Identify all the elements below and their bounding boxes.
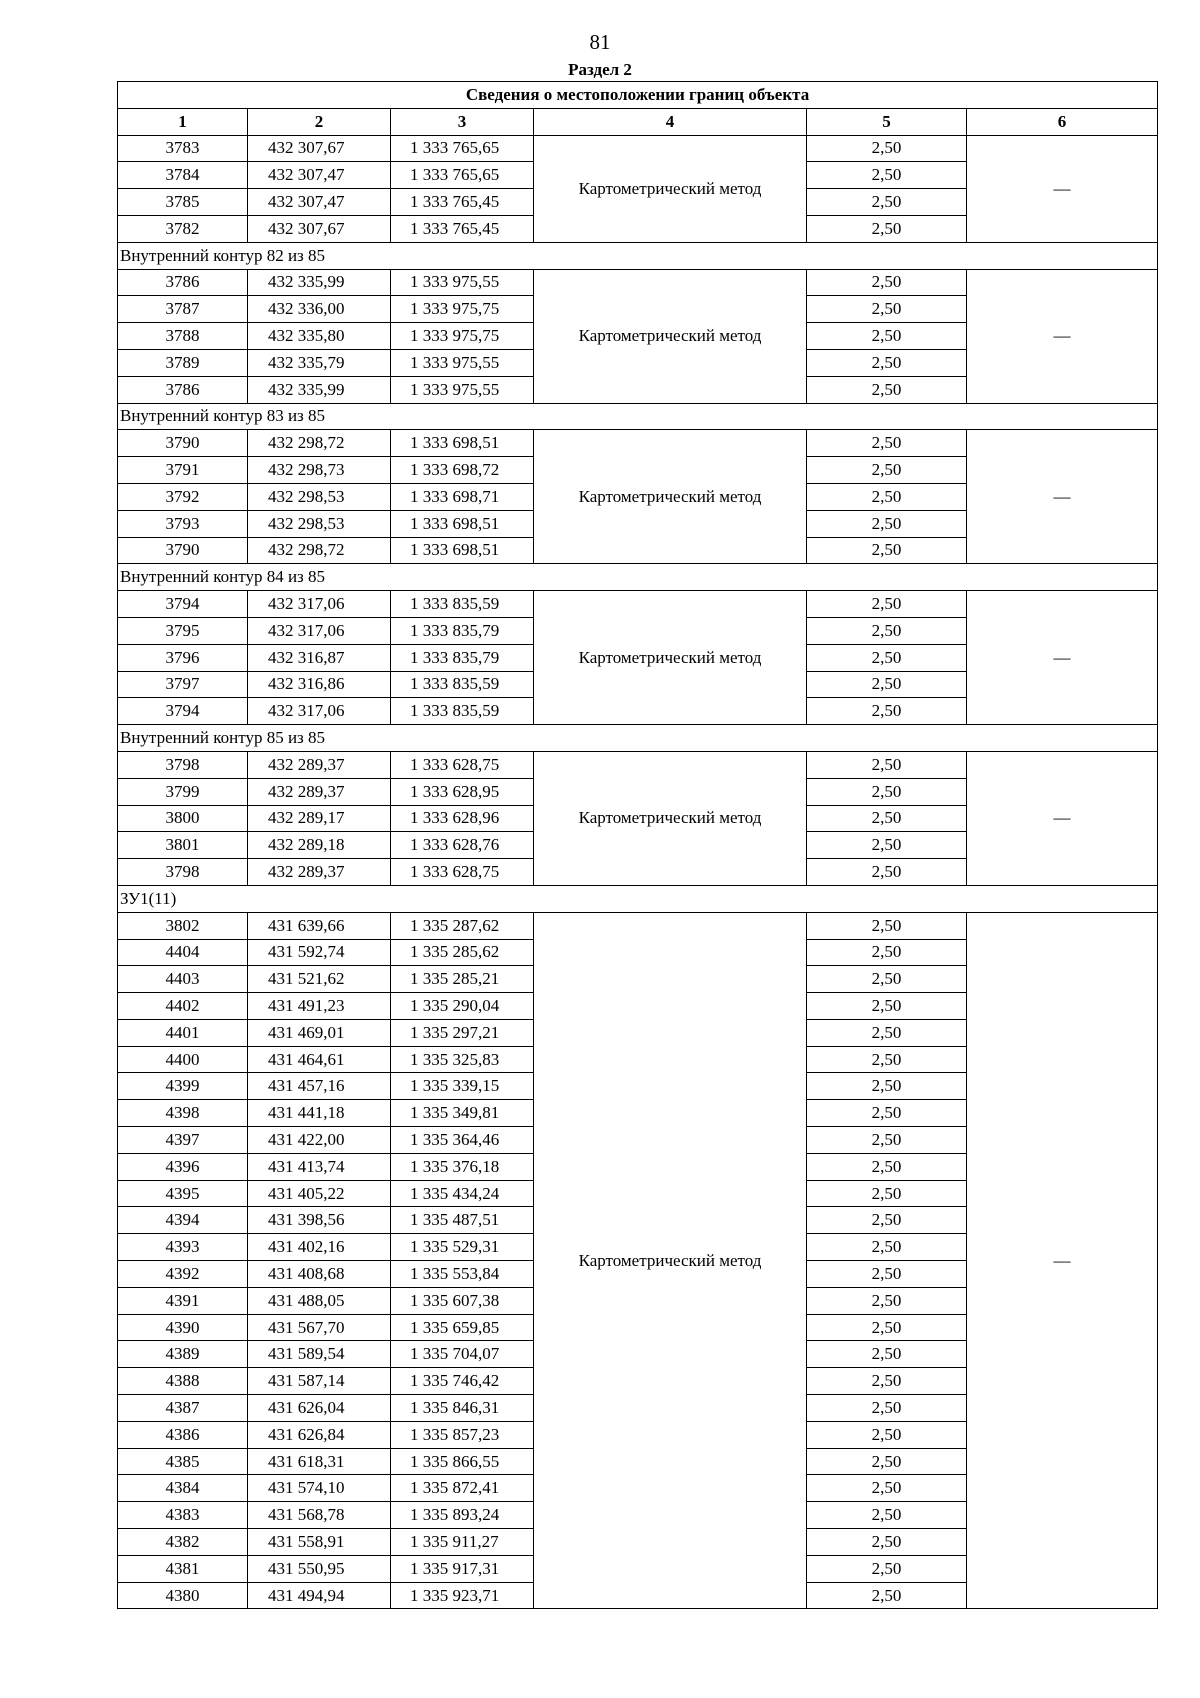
point-number-cell: 4401 <box>118 1019 248 1046</box>
accuracy-cell: 2,50 <box>807 671 967 698</box>
x-coordinate-cell: 432 335,99 <box>248 269 391 296</box>
point-number-cell: 4393 <box>118 1234 248 1261</box>
x-coordinate-cell: 432 317,06 <box>248 617 391 644</box>
boundary-table <box>117 81 1158 1609</box>
point-number-cell: 4386 <box>118 1421 248 1448</box>
x-coordinate-cell: 432 335,99 <box>248 376 391 403</box>
point-number-cell: 4398 <box>118 1100 248 1127</box>
section-title: Раздел 2 <box>568 60 632 79</box>
method-cell: Картометрический метод <box>534 591 807 725</box>
accuracy-cell: 2,50 <box>807 912 967 939</box>
accuracy-cell: 2,50 <box>807 591 967 618</box>
y-coordinate-cell: 1 335 746,42 <box>391 1368 534 1395</box>
column-6-cell: — <box>967 269 1158 403</box>
accuracy-cell: 2,50 <box>807 1421 967 1448</box>
x-coordinate-cell: 431 574,10 <box>248 1475 391 1502</box>
x-coordinate-cell: 431 618,31 <box>248 1448 391 1475</box>
accuracy-cell: 2,50 <box>807 1555 967 1582</box>
column-6-cell: — <box>967 912 1158 1609</box>
point-number-cell: 4384 <box>118 1475 248 1502</box>
y-coordinate-cell: 1 335 529,31 <box>391 1234 534 1261</box>
accuracy-cell: 2,50 <box>807 1100 967 1127</box>
y-coordinate-cell: 1 335 297,21 <box>391 1019 534 1046</box>
x-coordinate-cell: 432 289,17 <box>248 805 391 832</box>
point-number-cell: 4400 <box>118 1046 248 1073</box>
group-label-row <box>118 403 1158 430</box>
x-coordinate-cell: 431 413,74 <box>248 1153 391 1180</box>
column-header-2: 2 <box>248 108 391 135</box>
column-header-4: 4 <box>534 108 807 135</box>
point-number-cell: 3786 <box>118 269 248 296</box>
accuracy-cell: 2,50 <box>807 1529 967 1556</box>
accuracy-cell: 2,50 <box>807 457 967 484</box>
contour-label: Внутренний контур 85 из 85 <box>118 725 1158 752</box>
group-label-row <box>118 885 1158 912</box>
y-coordinate-cell: 1 333 698,51 <box>391 510 534 537</box>
x-coordinate-cell: 432 298,53 <box>248 510 391 537</box>
x-coordinate-cell: 432 298,72 <box>248 430 391 457</box>
accuracy-cell: 2,50 <box>807 1127 967 1154</box>
y-coordinate-cell: 1 333 628,96 <box>391 805 534 832</box>
x-coordinate-cell: 432 289,37 <box>248 859 391 886</box>
point-number-cell: 4403 <box>118 966 248 993</box>
accuracy-cell: 2,50 <box>807 1475 967 1502</box>
y-coordinate-cell: 1 335 911,27 <box>391 1529 534 1556</box>
accuracy-cell: 2,50 <box>807 537 967 564</box>
point-number-cell: 3786 <box>118 376 248 403</box>
x-coordinate-cell: 431 491,23 <box>248 993 391 1020</box>
point-number-cell: 4397 <box>118 1127 248 1154</box>
y-coordinate-cell: 1 333 835,59 <box>391 698 534 725</box>
point-number-cell: 4388 <box>118 1368 248 1395</box>
x-coordinate-cell: 431 464,61 <box>248 1046 391 1073</box>
y-coordinate-cell: 1 333 628,76 <box>391 832 534 859</box>
accuracy-cell: 2,50 <box>807 966 967 993</box>
point-number-cell: 3789 <box>118 349 248 376</box>
y-coordinate-cell: 1 335 857,23 <box>391 1421 534 1448</box>
table-row <box>118 912 1158 939</box>
page-number: 81 <box>589 30 611 54</box>
y-coordinate-cell: 1 333 975,55 <box>391 349 534 376</box>
x-coordinate-cell: 431 494,94 <box>248 1582 391 1609</box>
point-number-cell: 4382 <box>118 1529 248 1556</box>
x-coordinate-cell: 431 398,56 <box>248 1207 391 1234</box>
y-coordinate-cell: 1 333 698,51 <box>391 537 534 564</box>
point-number-cell: 3798 <box>118 859 248 886</box>
contour-label: ЗУ1(11) <box>118 885 1158 912</box>
y-coordinate-cell: 1 335 325,83 <box>391 1046 534 1073</box>
y-coordinate-cell: 1 333 628,75 <box>391 859 534 886</box>
accuracy-cell: 2,50 <box>807 162 967 189</box>
accuracy-cell: 2,50 <box>807 1368 967 1395</box>
x-coordinate-cell: 431 521,62 <box>248 966 391 993</box>
accuracy-cell: 2,50 <box>807 323 967 350</box>
x-coordinate-cell: 431 567,70 <box>248 1314 391 1341</box>
column-header-3: 3 <box>391 108 534 135</box>
point-number-cell: 3790 <box>118 537 248 564</box>
y-coordinate-cell: 1 333 765,65 <box>391 162 534 189</box>
point-number-cell: 3794 <box>118 698 248 725</box>
table-row <box>118 269 1158 296</box>
point-number-cell: 3798 <box>118 751 248 778</box>
y-coordinate-cell: 1 333 835,59 <box>391 671 534 698</box>
point-number-cell: 3784 <box>118 162 248 189</box>
y-coordinate-cell: 1 333 975,75 <box>391 296 534 323</box>
table-row <box>118 135 1158 162</box>
accuracy-cell: 2,50 <box>807 1502 967 1529</box>
point-number-cell: 3788 <box>118 323 248 350</box>
point-number-cell: 4380 <box>118 1582 248 1609</box>
column-6-cell: — <box>967 135 1158 242</box>
x-coordinate-cell: 432 307,47 <box>248 162 391 189</box>
accuracy-cell: 2,50 <box>807 135 967 162</box>
point-number-cell: 4394 <box>118 1207 248 1234</box>
point-number-cell: 3795 <box>118 617 248 644</box>
accuracy-cell: 2,50 <box>807 1153 967 1180</box>
point-number-cell: 4399 <box>118 1073 248 1100</box>
point-number-cell: 3791 <box>118 457 248 484</box>
x-coordinate-cell: 432 335,79 <box>248 349 391 376</box>
x-coordinate-cell: 432 316,86 <box>248 671 391 698</box>
point-number-cell: 3790 <box>118 430 248 457</box>
y-coordinate-cell: 1 333 835,59 <box>391 591 534 618</box>
x-coordinate-cell: 431 422,00 <box>248 1127 391 1154</box>
point-number-cell: 4383 <box>118 1502 248 1529</box>
x-coordinate-cell: 431 589,54 <box>248 1341 391 1368</box>
y-coordinate-cell: 1 335 434,24 <box>391 1180 534 1207</box>
y-coordinate-cell: 1 335 349,81 <box>391 1100 534 1127</box>
y-coordinate-cell: 1 335 285,62 <box>391 939 534 966</box>
accuracy-cell: 2,50 <box>807 296 967 323</box>
group-label-row <box>118 725 1158 752</box>
accuracy-cell: 2,50 <box>807 1287 967 1314</box>
y-coordinate-cell: 1 335 607,38 <box>391 1287 534 1314</box>
accuracy-cell: 2,50 <box>807 1314 967 1341</box>
x-coordinate-cell: 431 626,84 <box>248 1421 391 1448</box>
point-number-cell: 4381 <box>118 1555 248 1582</box>
y-coordinate-cell: 1 333 765,45 <box>391 189 534 216</box>
point-number-cell: 4389 <box>118 1341 248 1368</box>
point-number-cell: 4387 <box>118 1395 248 1422</box>
y-coordinate-cell: 1 333 698,51 <box>391 430 534 457</box>
point-number-cell: 3800 <box>118 805 248 832</box>
point-number-cell: 3793 <box>118 510 248 537</box>
table-body <box>118 135 1158 1609</box>
y-coordinate-cell: 1 335 704,07 <box>391 1341 534 1368</box>
x-coordinate-cell: 431 457,16 <box>248 1073 391 1100</box>
x-coordinate-cell: 431 469,01 <box>248 1019 391 1046</box>
accuracy-cell: 2,50 <box>807 805 967 832</box>
x-coordinate-cell: 431 402,16 <box>248 1234 391 1261</box>
x-coordinate-cell: 431 587,14 <box>248 1368 391 1395</box>
x-coordinate-cell: 432 298,72 <box>248 537 391 564</box>
accuracy-cell: 2,50 <box>807 1019 967 1046</box>
y-coordinate-cell: 1 335 917,31 <box>391 1555 534 1582</box>
accuracy-cell: 2,50 <box>807 1395 967 1422</box>
accuracy-cell: 2,50 <box>807 939 967 966</box>
y-coordinate-cell: 1 335 923,71 <box>391 1582 534 1609</box>
point-number-cell: 4385 <box>118 1448 248 1475</box>
accuracy-cell: 2,50 <box>807 1341 967 1368</box>
point-number-cell: 3787 <box>118 296 248 323</box>
y-coordinate-cell: 1 333 835,79 <box>391 644 534 671</box>
column-header-row <box>118 108 1158 135</box>
point-number-cell: 4392 <box>118 1261 248 1288</box>
y-coordinate-cell: 1 335 364,46 <box>391 1127 534 1154</box>
point-number-cell: 3785 <box>118 189 248 216</box>
y-coordinate-cell: 1 333 975,75 <box>391 323 534 350</box>
accuracy-cell: 2,50 <box>807 510 967 537</box>
x-coordinate-cell: 432 307,47 <box>248 189 391 216</box>
x-coordinate-cell: 432 289,37 <box>248 751 391 778</box>
y-coordinate-cell: 1 333 835,79 <box>391 617 534 644</box>
accuracy-cell: 2,50 <box>807 1180 967 1207</box>
y-coordinate-cell: 1 333 765,65 <box>391 135 534 162</box>
accuracy-cell: 2,50 <box>807 778 967 805</box>
method-cell: Картометрический метод <box>534 135 807 242</box>
column-6-cell: — <box>967 591 1158 725</box>
x-coordinate-cell: 431 550,95 <box>248 1555 391 1582</box>
point-number-cell: 3799 <box>118 778 248 805</box>
y-coordinate-cell: 1 335 339,15 <box>391 1073 534 1100</box>
table-caption: Сведения о местоположении границ объекта <box>118 82 1158 109</box>
point-number-cell: 3796 <box>118 644 248 671</box>
x-coordinate-cell: 432 289,18 <box>248 832 391 859</box>
x-coordinate-cell: 431 488,05 <box>248 1287 391 1314</box>
x-coordinate-cell: 432 317,06 <box>248 698 391 725</box>
point-number-cell: 4390 <box>118 1314 248 1341</box>
table-caption-row <box>118 82 1158 109</box>
y-coordinate-cell: 1 335 846,31 <box>391 1395 534 1422</box>
x-coordinate-cell: 432 298,53 <box>248 483 391 510</box>
contour-label: Внутренний контур 83 из 85 <box>118 403 1158 430</box>
accuracy-cell: 2,50 <box>807 1582 967 1609</box>
x-coordinate-cell: 432 335,80 <box>248 323 391 350</box>
accuracy-cell: 2,50 <box>807 483 967 510</box>
y-coordinate-cell: 1 333 628,75 <box>391 751 534 778</box>
accuracy-cell: 2,50 <box>807 1046 967 1073</box>
accuracy-cell: 2,50 <box>807 215 967 242</box>
y-coordinate-cell: 1 335 290,04 <box>391 993 534 1020</box>
y-coordinate-cell: 1 333 628,95 <box>391 778 534 805</box>
table-row <box>118 591 1158 618</box>
point-number-cell: 4395 <box>118 1180 248 1207</box>
x-coordinate-cell: 431 405,22 <box>248 1180 391 1207</box>
point-number-cell: 3792 <box>118 483 248 510</box>
accuracy-cell: 2,50 <box>807 644 967 671</box>
point-number-cell: 3802 <box>118 912 248 939</box>
accuracy-cell: 2,50 <box>807 430 967 457</box>
column-header-1: 1 <box>118 108 248 135</box>
contour-label: Внутренний контур 82 из 85 <box>118 242 1158 269</box>
x-coordinate-cell: 432 298,73 <box>248 457 391 484</box>
method-cell: Картометрический метод <box>534 430 807 564</box>
y-coordinate-cell: 1 333 765,45 <box>391 215 534 242</box>
point-number-cell: 4391 <box>118 1287 248 1314</box>
y-coordinate-cell: 1 335 487,51 <box>391 1207 534 1234</box>
method-cell: Картометрический метод <box>534 269 807 403</box>
y-coordinate-cell: 1 335 872,41 <box>391 1475 534 1502</box>
accuracy-cell: 2,50 <box>807 269 967 296</box>
accuracy-cell: 2,50 <box>807 993 967 1020</box>
x-coordinate-cell: 432 316,87 <box>248 644 391 671</box>
accuracy-cell: 2,50 <box>807 1234 967 1261</box>
x-coordinate-cell: 431 639,66 <box>248 912 391 939</box>
column-header-6: 6 <box>967 108 1158 135</box>
y-coordinate-cell: 1 335 285,21 <box>391 966 534 993</box>
x-coordinate-cell: 432 307,67 <box>248 215 391 242</box>
y-coordinate-cell: 1 335 866,55 <box>391 1448 534 1475</box>
y-coordinate-cell: 1 333 975,55 <box>391 269 534 296</box>
x-coordinate-cell: 431 408,68 <box>248 1261 391 1288</box>
x-coordinate-cell: 432 336,00 <box>248 296 391 323</box>
y-coordinate-cell: 1 333 975,55 <box>391 376 534 403</box>
x-coordinate-cell: 432 289,37 <box>248 778 391 805</box>
point-number-cell: 4404 <box>118 939 248 966</box>
accuracy-cell: 2,50 <box>807 832 967 859</box>
accuracy-cell: 2,50 <box>807 1073 967 1100</box>
point-number-cell: 3794 <box>118 591 248 618</box>
point-number-cell: 4396 <box>118 1153 248 1180</box>
y-coordinate-cell: 1 335 287,62 <box>391 912 534 939</box>
accuracy-cell: 2,50 <box>807 1261 967 1288</box>
accuracy-cell: 2,50 <box>807 859 967 886</box>
accuracy-cell: 2,50 <box>807 1207 967 1234</box>
x-coordinate-cell: 432 307,67 <box>248 135 391 162</box>
point-number-cell: 3797 <box>118 671 248 698</box>
point-number-cell: 3801 <box>118 832 248 859</box>
accuracy-cell: 2,50 <box>807 376 967 403</box>
point-number-cell: 3783 <box>118 135 248 162</box>
column-6-cell: — <box>967 751 1158 885</box>
y-coordinate-cell: 1 335 659,85 <box>391 1314 534 1341</box>
group-label-row <box>118 564 1158 591</box>
accuracy-cell: 2,50 <box>807 751 967 778</box>
group-label-row <box>118 242 1158 269</box>
accuracy-cell: 2,50 <box>807 349 967 376</box>
accuracy-cell: 2,50 <box>807 617 967 644</box>
x-coordinate-cell: 431 626,04 <box>248 1395 391 1422</box>
accuracy-cell: 2,50 <box>807 1448 967 1475</box>
x-coordinate-cell: 432 317,06 <box>248 591 391 618</box>
point-number-cell: 4402 <box>118 993 248 1020</box>
accuracy-cell: 2,50 <box>807 698 967 725</box>
x-coordinate-cell: 431 558,91 <box>248 1529 391 1556</box>
point-number-cell: 3782 <box>118 215 248 242</box>
y-coordinate-cell: 1 335 553,84 <box>391 1261 534 1288</box>
method-cell: Картометрический метод <box>534 912 807 1609</box>
x-coordinate-cell: 431 592,74 <box>248 939 391 966</box>
x-coordinate-cell: 431 568,78 <box>248 1502 391 1529</box>
method-cell: Картометрический метод <box>534 751 807 885</box>
y-coordinate-cell: 1 335 376,18 <box>391 1153 534 1180</box>
contour-label: Внутренний контур 84 из 85 <box>118 564 1158 591</box>
y-coordinate-cell: 1 333 698,71 <box>391 483 534 510</box>
table-row <box>118 751 1158 778</box>
column-header-5: 5 <box>807 108 967 135</box>
column-6-cell: — <box>967 430 1158 564</box>
table-row <box>118 430 1158 457</box>
accuracy-cell: 2,50 <box>807 189 967 216</box>
y-coordinate-cell: 1 333 698,72 <box>391 457 534 484</box>
x-coordinate-cell: 431 441,18 <box>248 1100 391 1127</box>
y-coordinate-cell: 1 335 893,24 <box>391 1502 534 1529</box>
